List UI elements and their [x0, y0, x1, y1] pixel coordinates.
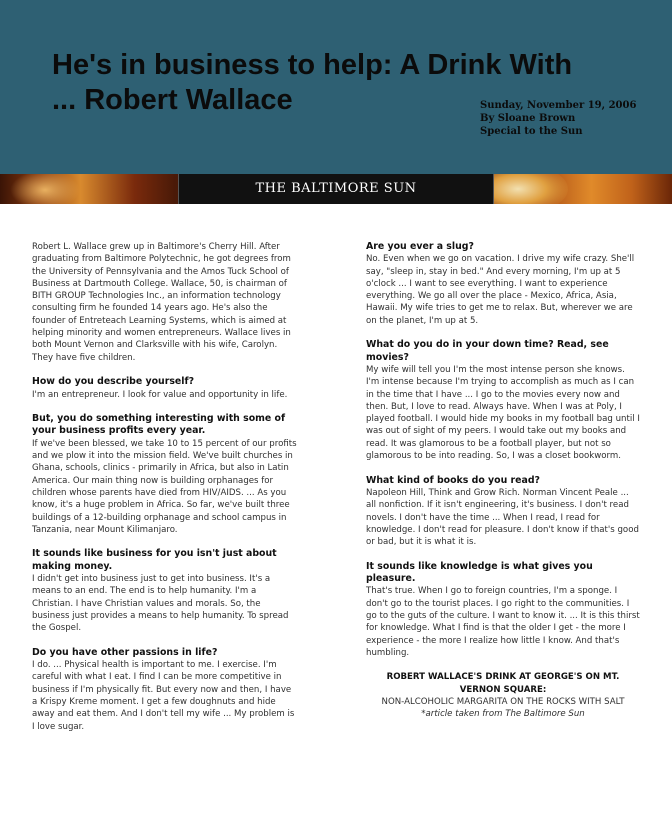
qa-block — [32, 647, 298, 733]
drink-title: ROBERT WALLACE'S DRINK AT GEORGE'S ON MT. VERNON SQUARE: — [386, 672, 620, 695]
qa-block — [366, 561, 640, 659]
headline-line-2: ... Robert Wallace — [52, 84, 293, 116]
answer: I didn't get into business just to get into business. It's a means to an end. The end is to help humanity. I'm a Christian. I have Christian values and morals. So, the business just provides a means to help humanity. To spread the Gospel. — [32, 574, 289, 634]
answer: I'm an entrepreneur. I look for value and opportunity in life. — [32, 389, 288, 400]
headline-line-1: He's in business to help: A Drink With — [52, 49, 573, 81]
masthead-logo: THE BALTIMORE SUN — [178, 174, 494, 204]
answer: If we've been blessed, we take 10 to 15 percent of our profits and we plow it into the mission field. We've built churches in Ghana, schools, clinics - primarily in Africa, but also in Latin America. Our main thing now is building orphanages for children whose parents have died from HIV/AIDS. ... As you know, it's a huge problem in Africa. So far, we've built three buildings of a 12-building orphanage and school campus in Tanzania, near Mount Kilimanjaro. — [32, 438, 297, 535]
byline — [480, 99, 636, 138]
question: It sounds like business for you isn't just about making money. — [32, 548, 277, 572]
qa-block — [366, 339, 640, 462]
answer: My wife will tell you I'm the most intense person she knows. I'm intense because I'm trying to accomplish as much as I can in the time that I have ... I go to the movies every now and then. But, I love to read. Always have. When I was at Poly, I played football. I would hide my books in my football bag until I was out of sight of my peers. I would take out my books and read. It was glamorous to be a football player, but not so glamorous to be into reading. So, I was a closet bookworm. — [366, 364, 640, 462]
right-column — [366, 241, 640, 721]
question: Do you have other passions in life? — [32, 646, 218, 658]
answer: That's true. When I go to foreign countries, I'm a sponge. I don't go to the tourist places. I go right to the communities. I go to the guts of the culture. I want to know it. ... It is this thirst for knowledge. What I find is that the older I get - the more I experience - the more I realize how little I know. And that's humbling. — [366, 586, 640, 658]
answer: Napoleon Hill, Think and Grow Rich. Norman Vincent Peale ... all nonfiction. If it isn't engineering, it's business. I don't read novels. I don't have the time ... When I read, I read for knowledge. I don't read for pleasure. I don't know if that's good or bad, but it is what it is. — [366, 487, 639, 548]
intro-paragraph: Robert L. Wallace grew up in Baltimore's Cherry Hill. After graduating from Baltimore Polytechnic, he got degrees from the University of Pennsylvania and the Amos Tuck School of Business at Dartmouth College. Wallace, 50, is chairman of BITH GROUP Technologies Inc., an information technology consulting firm he founded 14 years ago. He's also the founder of Entreteach Learning Systems, which is aimed at helping minority and women entrepreneurs. Wallace lives in both Mount Vernon and Clarksville with his wife, Carolyn. They have five children. — [32, 242, 291, 363]
question: It sounds like knowledge is what gives you pleasure. — [366, 560, 593, 585]
answer: I do. ... Physical health is important to me. I exercise. I'm careful with what I eat. I find I can be more competitive in business if I'm physically fit. But every now and then, I have a Krispy Kreme moment. I get a few doughnuts and hide away and eat them. And I don't tell my wife ... My problem is I love sugar. — [32, 660, 295, 732]
header-band — [0, 0, 672, 174]
banner-light-left — [10, 174, 80, 204]
question: But, you do something interesting with some of your business profits every year. — [32, 413, 286, 437]
special-note: Special to the Sun — [480, 126, 583, 137]
publish-date: Sunday, November 19, 2006 — [480, 100, 637, 111]
qa-block — [366, 475, 640, 549]
qa-block — [32, 548, 298, 634]
question: What do you do in your down time? Read, see movies? — [366, 339, 609, 363]
qa-block — [366, 241, 640, 327]
question: What kind of books do you read? — [366, 474, 541, 486]
qa-block — [32, 376, 298, 401]
decorative-banner — [0, 174, 672, 204]
question: How do you describe yourself? — [32, 376, 195, 388]
drink-box — [366, 671, 640, 720]
drink-name: NON-ALCOHOLIC MARGARITA ON THE ROCKS WITH SALT — [381, 696, 625, 707]
answer: No. Even when we go on vacation. I drive my wife crazy. She'll say, "sleep in, stay in bed." And every morning, I'm up at 5 o'clock ... I want to see everything. I want to experience everything. We go all over the place - Mexico, Africa, Asia, Hawaii. My wife tries to get me to relax. But, wherever we are on the planet, I'm up at 5. — [366, 254, 635, 326]
article-credit: *article taken from The Baltimore Sun — [421, 709, 585, 720]
left-column — [32, 241, 298, 745]
qa-block — [32, 413, 298, 536]
question: Are you ever a slug? — [366, 241, 474, 252]
author: By Sloane Brown — [480, 113, 576, 124]
